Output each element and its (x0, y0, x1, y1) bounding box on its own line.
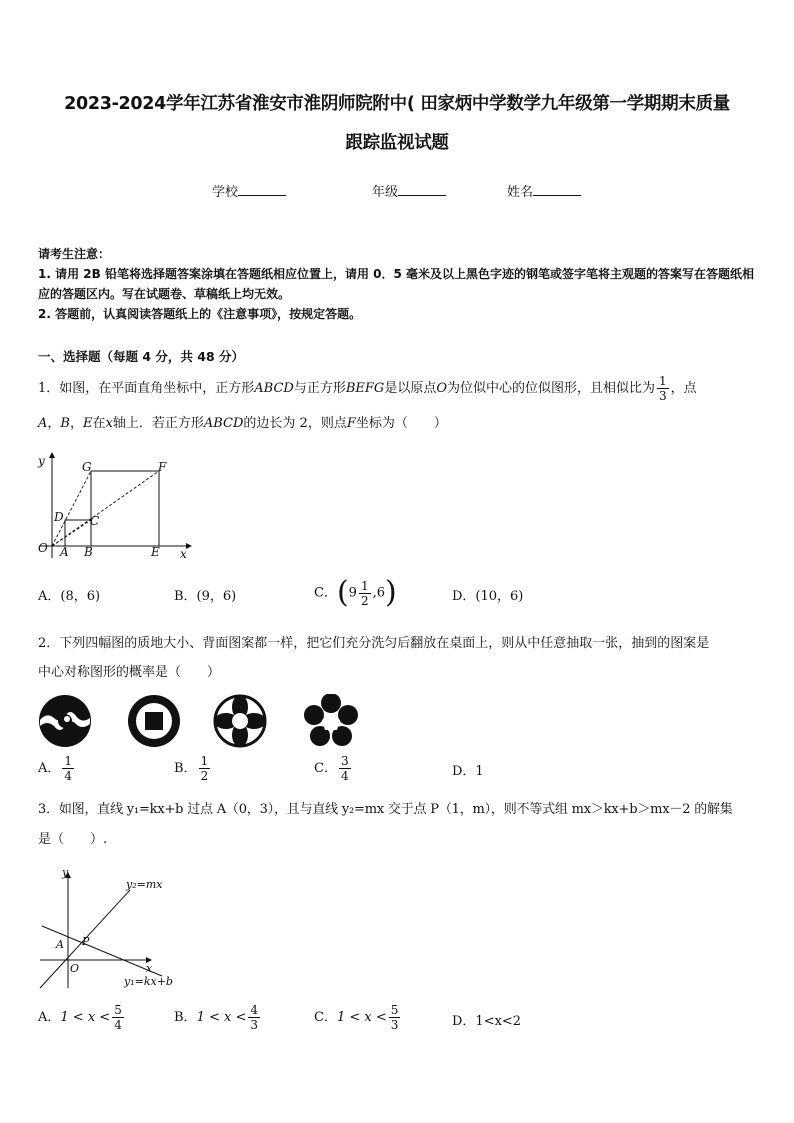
q1-label-a: A (60, 545, 69, 559)
q1-y-arrow (49, 452, 55, 458)
q2-option-b-label: B． (174, 761, 197, 776)
school-label: 学校 (212, 185, 239, 200)
q1-text-c: 是以原点 (384, 381, 437, 396)
q3-line-y1 (42, 926, 162, 976)
q1-comma-1: ， (47, 416, 61, 431)
q1-option-c-label: C． (314, 585, 337, 601)
q3-label-p: P (82, 935, 90, 948)
q2-option-c-den: 4 (340, 769, 349, 783)
q1-abcd: ABCD (254, 381, 294, 396)
notes-heading: 请考生注意： (38, 247, 111, 261)
q3-option-b[interactable] (174, 1003, 262, 1032)
q2-option-b-num: 1 (200, 754, 209, 768)
q1-ratio-den: 3 (659, 389, 667, 403)
q1-label-x: x (180, 547, 187, 561)
q2-option-a-label: A． (38, 761, 61, 776)
name-blank (533, 184, 581, 196)
q1-ratio-num: 1 (659, 374, 667, 388)
q1-option-d[interactable]: D．(10，6) (452, 589, 524, 604)
q3-option-b-num: 4 (250, 1003, 258, 1017)
q1-dashed-of (52, 471, 159, 546)
q3-option-b-fraction (248, 1003, 260, 1032)
q1-abcd-2: ABCD (203, 416, 244, 431)
q1-label-c: C (90, 514, 100, 528)
q1-text-e: ，点 (670, 381, 697, 396)
q1-text-side: 的边长为 2，则点 (243, 416, 347, 431)
q1-square-befg (91, 471, 159, 546)
notes-item-2: 2. 答题前，认真阅读答题纸上的《注意事项》，按规定答题。 (38, 307, 362, 321)
q1-label-b: B (84, 545, 93, 559)
q3-option-a-label: A． (38, 1010, 61, 1025)
q1-option-a[interactable]: A．(8，6) (38, 589, 101, 604)
q3-option-c[interactable] (314, 1003, 402, 1032)
name-label: 姓名 (507, 185, 534, 200)
q1-stem-line2 (38, 414, 760, 434)
square-in-circle-icon (127, 694, 181, 748)
q2-option-c-label: C． (314, 761, 337, 776)
grade-field (372, 181, 446, 200)
q3-option-c-pre: 1 < x < (336, 1010, 387, 1025)
q1-label-d: D (54, 510, 64, 524)
q2-option-b-fraction (199, 754, 211, 783)
q3-stem-line2: 是（ ）. (38, 832, 108, 847)
q3-option-c-fraction (389, 1003, 401, 1032)
q3-option-a[interactable] (38, 1003, 126, 1032)
school-blank (238, 184, 286, 196)
q2-option-a-fraction (62, 754, 74, 783)
q2-option-c[interactable] (314, 754, 353, 783)
q3-option-a-num: 5 (114, 1003, 122, 1017)
q2-option-b[interactable] (174, 754, 212, 783)
wave-circle-icon (38, 694, 92, 748)
q1-stem-line1 (38, 372, 760, 406)
q1-f: F (346, 416, 356, 431)
q3-option-d[interactable]: D．1<x<2 (452, 1014, 522, 1029)
q1-dashed-og (52, 471, 91, 546)
q1-text-axis: 轴上．若正方形 (112, 416, 204, 431)
q2-option-c-num: 3 (340, 754, 349, 768)
q1-square-abcd (65, 520, 91, 546)
name-field (507, 181, 581, 200)
q1-b: B (60, 416, 70, 431)
q2-option-d[interactable]: D．1 (452, 764, 484, 779)
q1-option-c[interactable] (314, 575, 397, 610)
section-heading: 一、选择题（每题 4 分，共 48 分） (38, 349, 245, 364)
notes-item-1: 1. 请用 2B 铅笔将选择题答案涂填在答题纸相应位置上，请用 0．5 毫米及以上黑色字迹的钢笔或签字笔将主观题的答案写在答题纸相应的答题区内。写在试题卷、草稿纸上均无效。 (38, 267, 754, 301)
q1-paren-right: ) (385, 575, 397, 610)
clover-circle-icon (213, 694, 267, 748)
q1-label-f: F (158, 460, 167, 474)
q3-option-c-den: 3 (390, 1018, 399, 1032)
q1-option-c-int: 9 (348, 585, 357, 601)
q3-stem-line1: 3．如图，直线 y₁=kx+b 过点 A（0，3），且与直线 y₂=mx 交于点 P（1，m），则不等式组 mx＞kx+b＞mx－2 的解集 (38, 802, 733, 817)
q1-e: E (82, 416, 93, 431)
q2-option-b-den: 2 (200, 769, 209, 783)
exam-title-line2: 跟踪监视试题 (345, 133, 449, 153)
q3-option-a-pre: 1 < x < (60, 1010, 111, 1025)
q1-label-y: y (38, 454, 45, 468)
q2-stem-line1: 2．下列四幅图的质地大小、背面图案都一样，把它们充分洗匀后翻放在桌面上，则从中任意抽取一张，抽到的图案是 (38, 636, 710, 651)
q1-label-o: O (38, 541, 48, 555)
q3-option-b-den: 3 (250, 1018, 258, 1032)
q3-label-y2: y₂=mx (126, 878, 163, 891)
q2-option-a-num: 1 (64, 754, 73, 768)
q3-option-c-label: C． (314, 1010, 337, 1025)
q1-paren-left: ( (336, 575, 349, 610)
q1-ratio-fraction (657, 374, 669, 403)
q1-label-e: E (151, 545, 160, 559)
q1-x-arrow (186, 543, 192, 549)
q1-comma-2: ， (69, 416, 83, 431)
q1-label-g: G (82, 460, 92, 474)
q2-option-c-fraction (339, 754, 351, 783)
grade-blank (398, 184, 446, 196)
q1-text-coord: 坐标为（ ） (355, 416, 447, 431)
q3-label-y1: y₁=kx+b (124, 975, 173, 988)
q1-figure (34, 450, 194, 562)
q3-option-b-pre: 1 < x < (196, 1010, 247, 1025)
exam-notes (38, 244, 760, 324)
q1-text-zai: 在 (92, 416, 106, 431)
q1-option-c-den: 2 (360, 593, 369, 608)
q3-label-y: y (62, 866, 69, 879)
q1-text-d: 为位似中心的位似图形，且相似比为 (447, 381, 656, 396)
q2-stem-line2: 中心对称图形的概率是（ ） (38, 665, 221, 680)
q1-option-c-fraction (359, 579, 371, 608)
grade-label: 年级 (372, 185, 399, 200)
pentagon-flower-icon (304, 694, 358, 748)
q2-option-a[interactable] (38, 754, 76, 783)
q1-option-c-tail: ,6 (372, 585, 385, 601)
q1-text-a: 1．如图，在平面直角坐标中，正方形 (38, 381, 255, 396)
q3-figure (34, 864, 184, 994)
q1-option-c-num: 1 (360, 578, 369, 593)
school-field (212, 181, 286, 200)
q3-option-c-num: 5 (390, 1003, 399, 1017)
q3-option-b-label: B． (174, 1010, 197, 1025)
q2-option-a-den: 4 (64, 769, 73, 783)
q1-text-b: 与正方形 (293, 381, 346, 396)
q1-o: O (436, 381, 447, 396)
q1-befg: BEFG (345, 381, 385, 396)
q3-label-a: A (56, 938, 64, 951)
exam-title-line1: 2023-2024学年江苏省淮安市淮阴师院附中( 田家炳中学数学九年级第一学期期末质量 (64, 94, 730, 114)
q3-label-o: O (70, 962, 80, 975)
q3-option-a-fraction (112, 1003, 124, 1032)
q3-label-x: x (146, 962, 153, 975)
q1-a: A (38, 416, 48, 431)
q1-x: x (105, 416, 113, 431)
q1-option-b[interactable]: B．(9，6) (174, 589, 237, 604)
q3-option-a-den: 4 (114, 1018, 122, 1032)
